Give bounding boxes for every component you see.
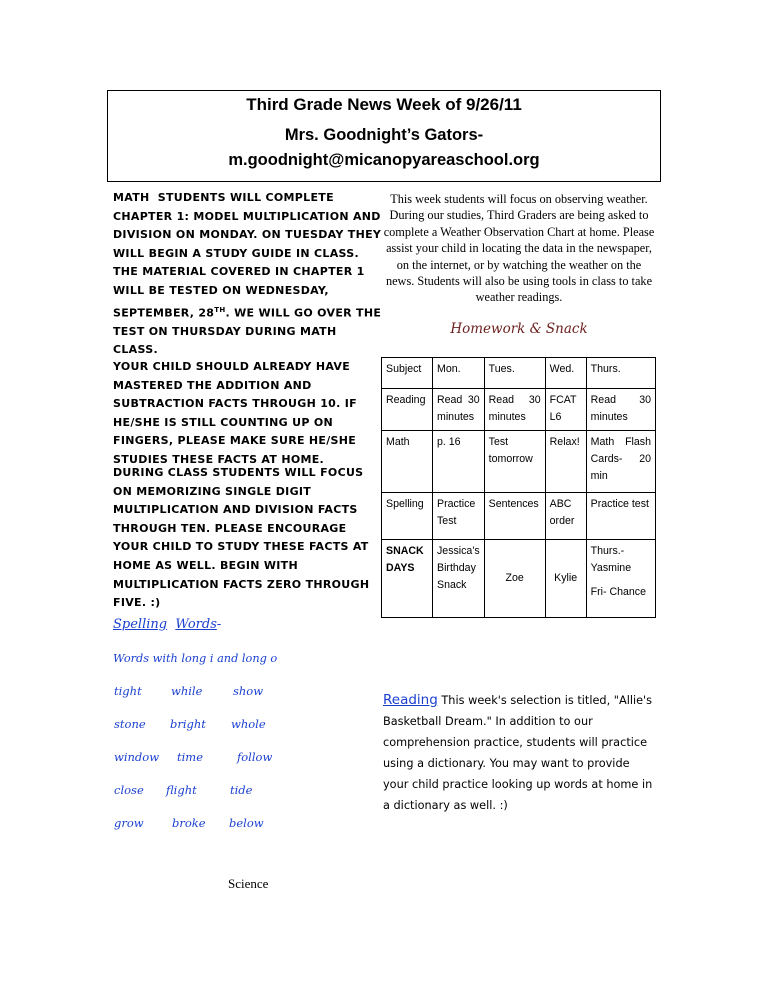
table-cell: Sentences (484, 493, 545, 540)
table-cell: Jessica's Birthday Snack (433, 540, 485, 618)
newsletter-header (107, 90, 661, 182)
homework-title: Homework & Snack (450, 321, 588, 337)
reading-text: This week's selection is titled, "Allie's Basketball Dream." In addition to our comprehension practice, students will practice using a dictionary. You may want to provide your child practice looking up words at home in a dictionary as well. :) (383, 694, 653, 812)
table-row (382, 540, 656, 618)
spelling-subtitle: Words with long i and long o (113, 652, 278, 665)
table-cell: Tues. (484, 358, 545, 389)
reading-note (383, 690, 658, 816)
spelling-word: stone (114, 717, 146, 731)
spelling-word: show (233, 684, 264, 698)
table-cell: Zoe (484, 540, 545, 618)
class-name: Mrs. Goodnight’s Gators- (284, 126, 484, 144)
table-cell: Test tomorrow (484, 431, 545, 493)
table-row (382, 431, 656, 493)
table-cell: Read 30 minutes (484, 389, 545, 431)
table-cell: Reading (382, 389, 433, 431)
table-cell: Thurs.- Yasmine Fri- Chance (586, 540, 655, 618)
spelling-title: Spelling Words- (113, 617, 222, 632)
table-row (382, 389, 656, 431)
spelling-word: broke (172, 816, 206, 830)
table-cell: Spelling (382, 493, 433, 540)
table-cell: FCAT L6 (545, 389, 586, 431)
spelling-word: whole (231, 717, 266, 731)
table-cell: p. 16 (433, 431, 485, 493)
math-paragraph: MATH STUDENTS WILL COMPLETE CHAPTER 1: MODEL MULTIPLICATION AND DIVISION ON MONDAY. ON TUESDAY THEY WILL BEGIN A STUDY GUIDE IN CLASS. THE MATERIAL COVERED IN CHAPTER 1 WILL BE TESTED ON WEDNESDAY, SEPTEMBER, 28TH. WE WILL GO OVER THE TEST ON THURSDAY DURING MATH CLASS. (113, 191, 382, 357)
spelling-word: while (171, 684, 203, 698)
spelling-word: time (177, 750, 204, 764)
addition-facts-paragraph: YOUR CHILD SHOULD ALREADY HAVE MASTERED THE ADDITION AND SUBTRACTION FACTS THROUGH 10. IF HE/SHE IS STILL COUNTING UP ON FINGERS, PLEASE MAKE SURE HE/SHE STUDIES THESE FACTS AT HOME. (113, 360, 357, 466)
table-cell: Kylie (545, 540, 586, 618)
spelling-word: bright (170, 717, 206, 731)
table-cell: Practice test (586, 493, 655, 540)
spelling-word: flight (166, 783, 197, 797)
multiplication-facts-paragraph: DURING CLASS STUDENTS WILL FOCUS ON MEMORIZING SINGLE DIGIT MULTIPLICATION AND DIVISION FACTS THROUGH TEN. PLEASE ENCOURAGE YOUR CHILD TO STUDY THESE FACTS AT HOME AS WELL. BEGIN WITH MULTIPLICATION FACTS ZERO THROUGH FIVE. :) (113, 466, 370, 610)
math-label: MATH (113, 191, 150, 204)
spelling-word: below (229, 816, 264, 830)
table-cell: Math Flash Cards- 20 min (586, 431, 655, 493)
table-row (382, 493, 656, 540)
homework-table (381, 357, 656, 618)
math-text: STUDENTS WILL COMPLETE CHAPTER 1: MODEL MULTIPLICATION AND DIVISION ON MONDAY. ON TUESDAY THEY WILL BEGIN A STUDY GUIDE IN CLASS. THE MATERIAL COVERED IN CHAPTER 1 WILL BE TESTED ON WEDNESDAY, SEPTEMBER, 28 (113, 191, 382, 320)
table-cell: ABC order (545, 493, 586, 540)
table-cell: SNACK DAYS (382, 540, 433, 618)
spelling-word: follow (237, 750, 273, 764)
table-cell: Practice Test (433, 493, 485, 540)
weather-intro: This week students will focus on observing weather. During our studies, Third Graders are being asked to complete a Weather Observation Chart at home. Please assist your child in locating the data in the newspaper, on the internet, or by watching the weather on the news. Students will also be using tools in class to take weather readings. (383, 192, 655, 305)
table-row (382, 358, 656, 389)
newsletter-title: Third Grade News Week of 9/26/11 (246, 95, 522, 114)
spelling-word: tight (114, 684, 142, 698)
science-heading: Science (228, 876, 269, 891)
spelling-word: grow (114, 816, 144, 830)
table-cell: Thurs. (586, 358, 655, 389)
table-cell: Relax! (545, 431, 586, 493)
spelling-word: window (114, 750, 160, 764)
teacher-email: m.goodnight@micanopyareaschool.org (228, 151, 540, 169)
table-cell: Read 30 minutes (586, 389, 655, 431)
table-cell: Subject (382, 358, 433, 389)
table-cell: Wed. (545, 358, 586, 389)
table-cell: Math (382, 431, 433, 493)
spelling-word: close (114, 783, 144, 797)
reading-label: Reading (383, 692, 438, 708)
table-cell: Mon. (433, 358, 485, 389)
table-cell: Read 30 minutes (433, 389, 485, 431)
spelling-word: tide (230, 783, 253, 797)
